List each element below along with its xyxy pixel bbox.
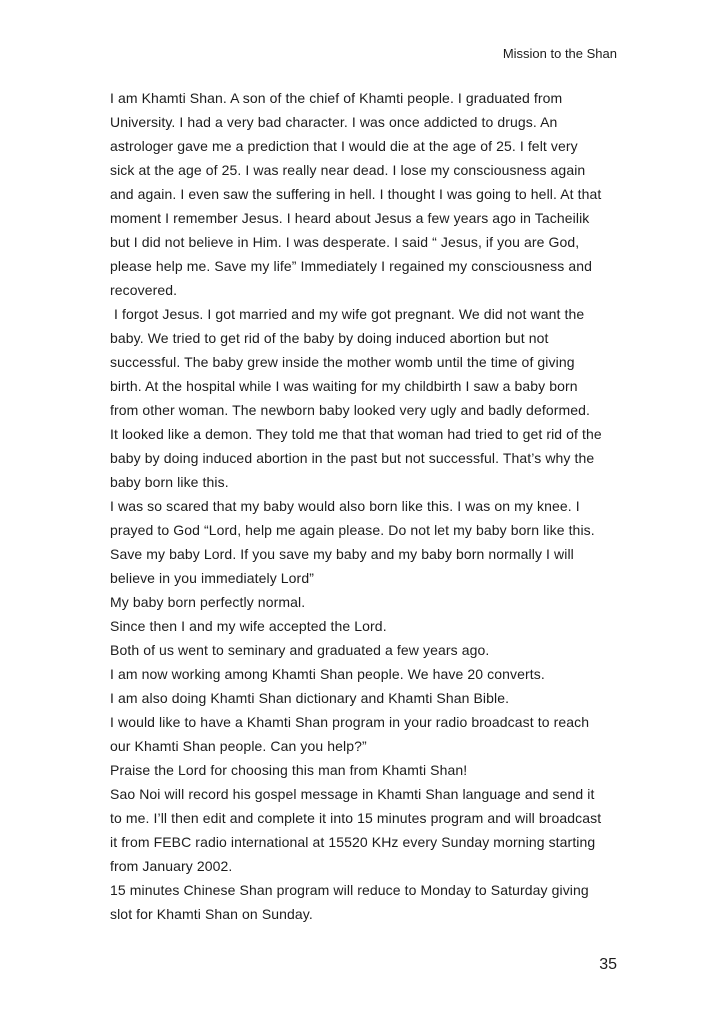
text-line: astrologer gave me a prediction that I would die at the age of 25. I felt very — [110, 138, 578, 154]
text-line: to me. I’ll then edit and complete it into 15 minutes program and will broadcast — [110, 810, 602, 826]
text-line: successful. The baby grew inside the mother womb until the time of giving — [110, 354, 575, 370]
text-line: I forgot Jesus. I got married and my wife got pregnant. We did not want the — [110, 306, 585, 322]
text-line: I am also doing Khamti Shan dictionary and Khamti Shan Bible. — [110, 690, 510, 706]
text-line: Since then I and my wife accepted the Lord. — [110, 618, 387, 634]
text-line: Both of us went to seminary and graduated a few years ago. — [110, 642, 490, 658]
text-line: believe in you immediately Lord” — [110, 570, 314, 586]
text-line: baby by doing induced abortion in the past but not successful. That’s why the — [110, 450, 595, 466]
text-line: My baby born perfectly normal. — [110, 594, 306, 610]
text-line: 15 minutes Chinese Shan program will reduce to Monday to Saturday giving — [110, 882, 589, 898]
text-line: baby born like this. — [110, 474, 229, 490]
text-line: from other woman. The newborn baby looked very ugly and badly deformed. — [110, 402, 590, 418]
body-text — [110, 86, 630, 926]
text-line: birth. At the hospital while I was waiting for my childbirth I saw a baby born — [110, 378, 578, 394]
text-line: baby. We tried to get rid of the baby by doing induced abortion but not — [110, 330, 549, 346]
text-line: slot for Khamti Shan on Sunday. — [110, 906, 313, 922]
text-line: I am now working among Khamti Shan people. We have 20 converts. — [110, 666, 545, 682]
text-line: University. I had a very bad character. I was once addicted to drugs. An — [110, 114, 558, 130]
text-line: but I did not believe in Him. I was desperate. I said “ Jesus, if you are God, — [110, 234, 580, 250]
text-line: please help me. Save my life” Immediately I regained my consciousness and — [110, 258, 592, 274]
text-line: I would like to have a Khamti Shan program in your radio broadcast to reach — [110, 714, 590, 730]
text-line: I was so scared that my baby would also born like this. I was on my knee. I — [110, 498, 580, 514]
page-number: 35 — [599, 956, 617, 973]
text-line: prayed to God “Lord, help me again please. Do not let my baby born like this. — [110, 522, 595, 538]
text-line: it from FEBC radio international at 15520 KHz every Sunday morning starting — [110, 834, 596, 850]
text-line: our Khamti Shan people. Can you help?” — [110, 738, 367, 754]
text-line: from January 2002. — [110, 858, 233, 874]
text-line: moment I remember Jesus. I heard about Jesus a few years ago in Tacheilik — [110, 210, 590, 226]
text-line: Save my baby Lord. If you save my baby and my baby born normally I will — [110, 546, 574, 562]
text-line: Praise the Lord for choosing this man from Khamti Shan! — [110, 762, 468, 778]
text-line: and again. I even saw the suffering in hell. I thought I was going to hell. At that — [110, 186, 602, 202]
running-header-title: Mission to the Shan — [502, 46, 617, 61]
text-line: It looked like a demon. They told me that that woman had tried to get rid of the — [110, 426, 602, 442]
text-line: sick at the age of 25. I was really near dead. I lose my consciousness again — [110, 162, 586, 178]
text-line: recovered. — [110, 282, 178, 298]
text-line: Sao Noi will record his gospel message in Khamti Shan language and send it — [110, 786, 595, 802]
text-line: I am Khamti Shan. A son of the chief of Khamti people. I graduated from — [110, 90, 563, 106]
